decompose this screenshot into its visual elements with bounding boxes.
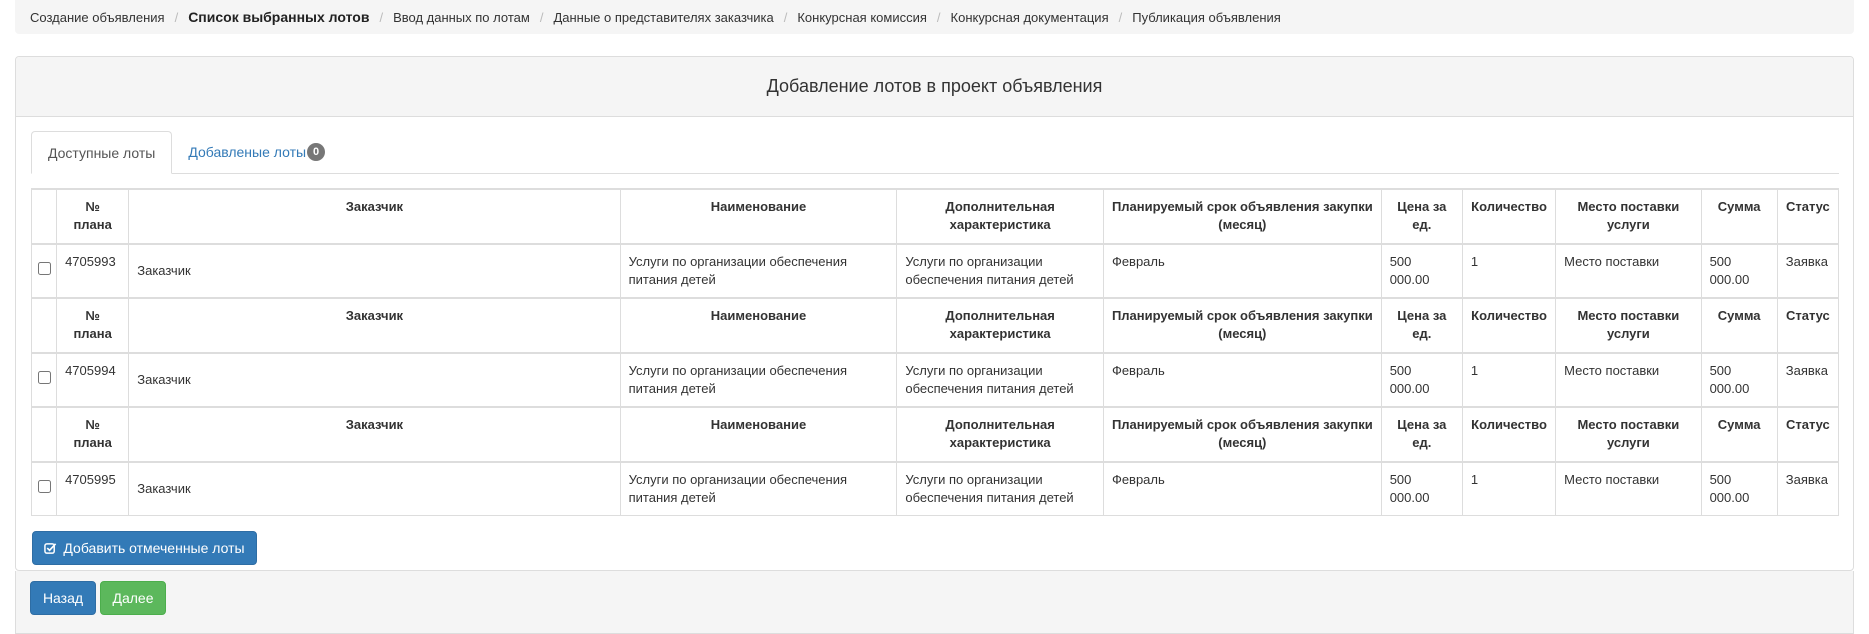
table-header-row xyxy=(32,407,1839,462)
tab-available-lots[interactable] xyxy=(31,131,172,174)
cell-qty: 1 xyxy=(1462,353,1555,407)
add-checked-lots-label: Добавить отмеченные лоты xyxy=(63,540,245,556)
breadcrumb-item[interactable]: Конкурсная комиссия xyxy=(797,9,927,25)
header-cell-select xyxy=(32,298,57,353)
select-cell xyxy=(32,244,57,298)
header-cell: Цена за ед. xyxy=(1381,298,1462,353)
header-cell: № плана xyxy=(57,298,129,353)
cell-sum: 500 000.00 xyxy=(1701,462,1777,516)
header-cell: Планируемый срок объявления закупки (месяц) xyxy=(1103,298,1381,353)
header-cell: Сумма xyxy=(1701,407,1777,462)
header-cell: Наименование xyxy=(620,407,897,462)
header-cell-select xyxy=(32,407,57,462)
table-header-row xyxy=(32,298,1839,353)
header-cell: Место поставки услуги xyxy=(1556,189,1701,244)
table-row xyxy=(32,353,1839,407)
cell-extra: Услуги по организации обеспечения питания детей xyxy=(897,244,1104,298)
lots-table xyxy=(31,188,1839,516)
header-cell: Статус xyxy=(1777,407,1838,462)
cell-plan: 4705993 xyxy=(57,244,129,298)
breadcrumb-separator: / xyxy=(379,9,384,25)
lot-checkbox[interactable] xyxy=(38,480,51,493)
table-header-row xyxy=(32,189,1839,244)
added-count-badge: 0 xyxy=(307,143,325,161)
tab-available-label: Доступные лоты xyxy=(48,144,156,161)
header-cell: № плана xyxy=(57,407,129,462)
lots-tabs xyxy=(31,132,1839,174)
cell-status: Заявка xyxy=(1777,462,1838,516)
form-footer xyxy=(15,571,1854,634)
header-cell: Количество xyxy=(1462,298,1555,353)
header-cell: Сумма xyxy=(1701,189,1777,244)
tab-added-lots[interactable] xyxy=(172,131,341,173)
header-cell: Дополнительная характеристика xyxy=(897,298,1104,353)
cell-price: 500 000.00 xyxy=(1381,462,1462,516)
cell-sum: 500 000.00 xyxy=(1701,353,1777,407)
cell-name: Услуги по организации обеспечения питания детей xyxy=(620,244,897,298)
header-cell: Дополнительная характеристика xyxy=(897,407,1104,462)
cell-extra: Услуги по организации обеспечения питания детей xyxy=(897,462,1104,516)
cell-place: Место поставки xyxy=(1556,353,1701,407)
table-row xyxy=(32,244,1839,298)
select-cell xyxy=(32,353,57,407)
add-checked-lots-button[interactable] xyxy=(32,531,257,565)
header-cell: Место поставки услуги xyxy=(1556,407,1701,462)
cell-month: Февраль xyxy=(1103,353,1381,407)
next-button[interactable]: Далее xyxy=(100,581,166,615)
header-cell: Наименование xyxy=(620,298,897,353)
header-cell: № плана xyxy=(57,189,129,244)
panel-title: Добавление лотов в проект объявления xyxy=(16,57,1853,117)
header-cell: Сумма xyxy=(1701,298,1777,353)
cell-status: Заявка xyxy=(1777,244,1838,298)
header-cell: Цена за ед. xyxy=(1381,189,1462,244)
cell-plan: 4705995 xyxy=(57,462,129,516)
breadcrumb-separator: / xyxy=(539,9,544,25)
add-lots-panel xyxy=(15,56,1854,571)
header-cell: Наименование xyxy=(620,189,897,244)
check-square-icon xyxy=(44,542,57,555)
cell-place: Место поставки xyxy=(1556,462,1701,516)
cell-price: 500 000.00 xyxy=(1381,244,1462,298)
table-row xyxy=(32,462,1839,516)
cell-sum: 500 000.00 xyxy=(1701,244,1777,298)
breadcrumb-separator: / xyxy=(936,9,941,25)
breadcrumb-item[interactable]: Ввод данных по лотам xyxy=(393,9,530,25)
select-cell xyxy=(32,462,57,516)
header-cell: Заказчик xyxy=(129,189,620,244)
breadcrumb xyxy=(15,0,1854,34)
breadcrumb-separator: / xyxy=(783,9,788,25)
header-cell: Планируемый срок объявления закупки (месяц) xyxy=(1103,189,1381,244)
header-cell: Цена за ед. xyxy=(1381,407,1462,462)
cell-name: Услуги по организации обеспечения питания детей xyxy=(620,462,897,516)
header-cell: Дополнительная характеристика xyxy=(897,189,1104,244)
header-cell: Планируемый срок объявления закупки (месяц) xyxy=(1103,407,1381,462)
cell-name: Услуги по организации обеспечения питания детей xyxy=(620,353,897,407)
breadcrumb-separator: / xyxy=(174,9,179,25)
header-cell: Заказчик xyxy=(129,407,620,462)
cell-status: Заявка xyxy=(1777,353,1838,407)
lot-checkbox[interactable] xyxy=(38,262,51,275)
cell-customer: Заказчик xyxy=(129,244,620,298)
header-cell: Количество xyxy=(1462,407,1555,462)
cell-extra: Услуги по организации обеспечения питания детей xyxy=(897,353,1104,407)
breadcrumb-item: Список выбранных лотов xyxy=(188,9,370,25)
header-cell: Место поставки услуги xyxy=(1556,298,1701,353)
cell-month: Февраль xyxy=(1103,462,1381,516)
header-cell: Статус xyxy=(1777,189,1838,244)
cell-qty: 1 xyxy=(1462,244,1555,298)
breadcrumb-item[interactable]: Данные о представителях заказчика xyxy=(553,9,774,25)
header-cell: Количество xyxy=(1462,189,1555,244)
tab-added-label: Добавленые лоты xyxy=(188,144,307,160)
cell-place: Место поставки xyxy=(1556,244,1701,298)
cell-customer: Заказчик xyxy=(129,462,620,516)
breadcrumb-item[interactable]: Конкурсная документация xyxy=(950,9,1109,25)
header-cell: Статус xyxy=(1777,298,1838,353)
breadcrumb-separator: / xyxy=(1118,9,1123,25)
cell-month: Февраль xyxy=(1103,244,1381,298)
breadcrumb-item[interactable]: Создание объявления xyxy=(30,9,165,25)
header-cell: Заказчик xyxy=(129,298,620,353)
back-button[interactable]: Назад xyxy=(30,581,96,615)
cell-plan: 4705994 xyxy=(57,353,129,407)
cell-qty: 1 xyxy=(1462,462,1555,516)
cell-price: 500 000.00 xyxy=(1381,353,1462,407)
breadcrumb-item[interactable]: Публикация объявления xyxy=(1132,9,1281,25)
cell-customer: Заказчик xyxy=(129,353,620,407)
header-cell-select xyxy=(32,189,57,244)
lot-checkbox[interactable] xyxy=(38,371,51,384)
